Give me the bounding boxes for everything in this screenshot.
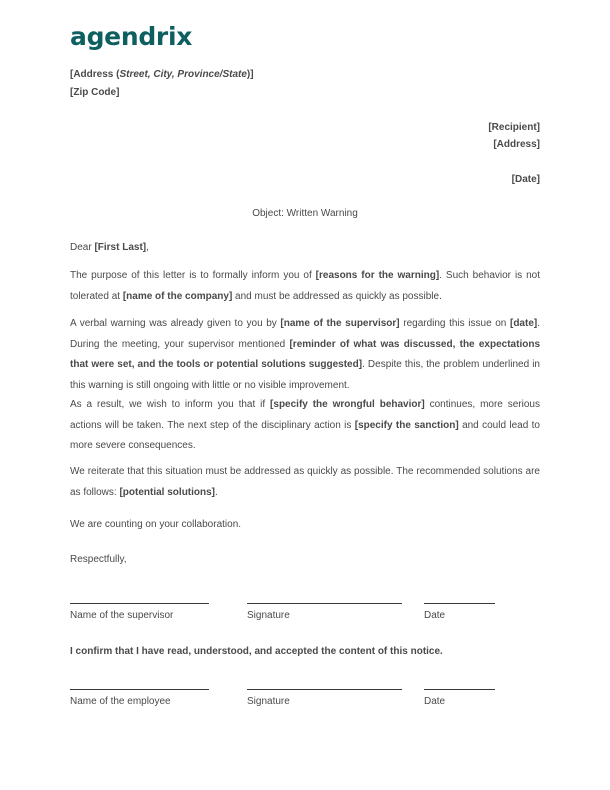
employee-name-line: [70, 689, 209, 690]
employee-name-label: Name of the employee: [70, 696, 171, 707]
employee-signature-line: [247, 689, 402, 690]
letter-object: Object: Written Warning: [252, 208, 358, 219]
employee-signature-label: Signature: [247, 696, 290, 707]
supervisor-name-line: [70, 603, 209, 604]
employee-date-line: [424, 689, 495, 690]
supervisor-signature-line: [247, 603, 402, 604]
salutation: Dear [First Last],: [70, 242, 149, 253]
letter-date: [Date]: [511, 174, 540, 185]
paragraph-collaboration: We are counting on your collaboration.: [70, 519, 242, 530]
closing: Respectfully,: [70, 554, 127, 565]
agendrix-logo: agendrix: [70, 22, 193, 51]
paragraph-purpose: The purpose of this letter is to formally inform you of [reasons for the warning]. Such behavior is not tolerated at [name of the company] and must be addressed as quickly as possible.: [70, 270, 541, 302]
recipient-address: [Address]: [493, 139, 540, 150]
paragraph-verbal-warning: A verbal warning was already given to you by [name of the supervisor] regarding this issue on [date]. During the meeting, your supervisor mentioned [reminder of what was discussed, the expectations that were set, and the tools or potential solutions suggested]. Despite this, the problem underlined in this warning is still ongoing with little or no visible improvement.: [70, 318, 540, 391]
sender-address: [Address (Street, City, Province/State)]: [70, 69, 254, 80]
supervisor-date-label: Date: [424, 610, 446, 621]
supervisor-signature-label: Signature: [247, 610, 290, 621]
sender-zip: [Zip Code]: [70, 87, 120, 98]
supervisor-date-line: [424, 603, 495, 604]
confirmation-statement: I confirm that I have read, understood, and accepted the content of this notice.: [70, 646, 443, 657]
supervisor-name-label: Name of the supervisor: [70, 610, 174, 621]
recipient-name: [Recipient]: [488, 122, 540, 133]
paragraph-consequences: As a result, we wish to inform you that if [specify the wrongful behavior] continues, more serious actions will be taken. The next step of the disciplinary action is [specify the sanction] and could lead to more severe consequences.: [70, 399, 540, 451]
paragraph-solutions: We reiterate that this situation must be addressed as quickly as possible. The recommended solutions are as follows: [potential solutions].: [70, 466, 540, 498]
employee-date-label: Date: [424, 696, 446, 707]
